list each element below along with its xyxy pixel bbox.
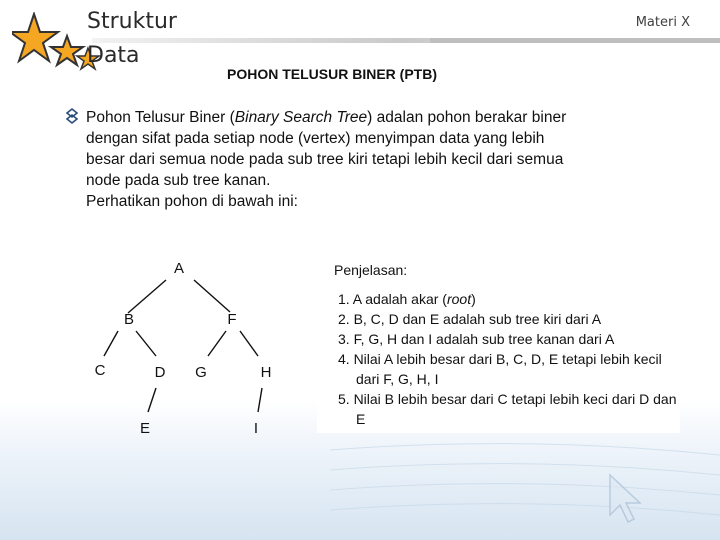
item1-italic-term: root [446, 291, 472, 307]
tree-node-g: G [195, 364, 207, 381]
explanation-item-2: 2. B, C, D dan E adalah sub tree kiri dari A [338, 311, 602, 327]
edge-b-c [104, 331, 118, 356]
tree-node-e: E [139, 420, 150, 437]
explanation-item-5: 5. Nilai B lebih besar dari C tetapi lebih keci dari D dan E [338, 391, 677, 427]
edge-d-e [148, 388, 156, 412]
cursor-arrow-decoration-icon [600, 470, 660, 530]
edge-h-i [258, 388, 262, 412]
diamond-bullet-icon [62, 107, 82, 127]
edge-f-h [240, 331, 258, 356]
tree-node-a: A [173, 260, 184, 277]
line1-text-end: ) adalan pohon berakar biner [367, 109, 567, 126]
binary-pattern-graphic [330, 430, 720, 520]
edge-b-d [136, 331, 156, 356]
edge-f-g [208, 331, 226, 356]
tree-edges [90, 248, 320, 448]
binary-tree-diagram [90, 248, 320, 448]
paragraph-line-2: dengan sifat pada setiap node (vertex) menyimpan data yang lebih [86, 130, 545, 147]
binary-pattern-decoration [330, 430, 720, 520]
slide-title: POHON TELUSUR BINER (PTB) [227, 66, 437, 82]
paragraph-line-3: besar dari semua node pada sub tree kiri tetapi lebih kecil dari semua [86, 151, 564, 168]
explanation-item-4: 4. Nilai A lebih besar dari B, C, D, E tetapi lebih kecil dari F, G, H, I [338, 351, 662, 387]
tree-node-f: F [227, 311, 237, 328]
line1-text-start: Pohon Telusur Biner ( [86, 109, 235, 126]
course-title: Struktur Data [87, 9, 177, 68]
tree-node-h: H [260, 364, 272, 381]
explanation-list [338, 289, 678, 429]
edge-a-f [194, 280, 230, 312]
tree-node-d: D [154, 364, 166, 381]
tree-node-c: C [94, 362, 106, 379]
definition-paragraph [86, 107, 656, 212]
paragraph-line-5: Perhatikan pohon di bawah ini: [86, 193, 298, 210]
edge-a-b [128, 280, 166, 313]
item1-text-end: ) [471, 291, 476, 307]
tree-node-i: I [253, 420, 259, 437]
explanation-heading: Penjelasan: [334, 262, 408, 278]
item1-text-start: 1. A adalah akar ( [338, 291, 447, 307]
explanation-item-3: 3. F, G, H dan I adalah sub tree kanan dari A [338, 331, 615, 347]
header-divider-accent [430, 38, 720, 43]
explanation-item-1 [338, 289, 678, 309]
line1-italic-term: Binary Search Tree [234, 109, 368, 126]
paragraph-line-1 [86, 107, 656, 128]
paragraph-line-4: node pada sub tree kanan. [86, 172, 271, 189]
tree-node-b: B [123, 311, 134, 328]
chapter-label: Materi X [635, 15, 690, 30]
